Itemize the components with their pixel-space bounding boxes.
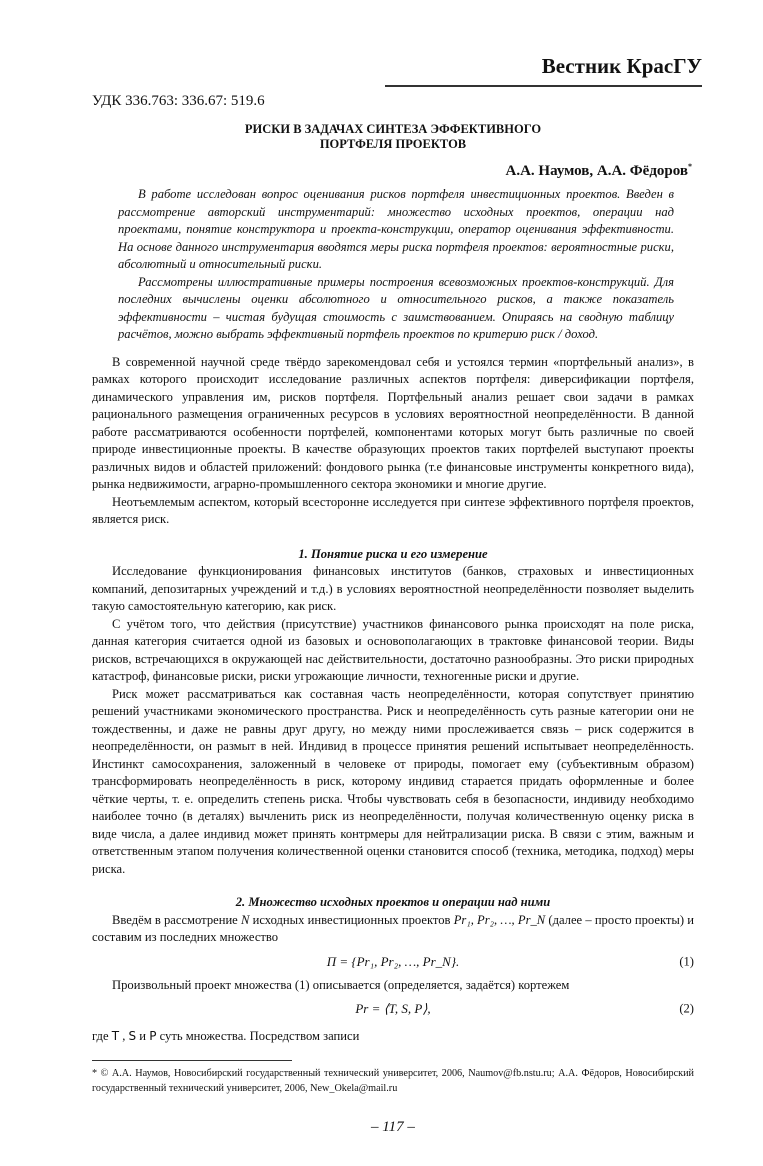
journal-title: Вестник КрасГУ [541,54,702,78]
body-paragraph: Неотъемлемым аспектом, который всесторонне исследуется при синтезе эффективного портфеля проектов, является риск. [92,494,694,526]
page-number: – 117 – [371,1118,415,1135]
footnote-mark: * [688,162,692,171]
title-line: РИСКИ В ЗАДАЧАХ СИНТЕЗА ЭФФЕКТИВНОГО [244,122,542,136]
body-paragraph: Риск может рассматриваться как составная часть неопределённости, которая сопутствует принятию решений участниками экономического пространства. Риск и неопределённость суть разные категории они не тождественны, и даже не равны друг другу, но между ними прослеживается связь – риск содержится в неопределённости, он размыт в ней. Индивид в процессе принятия решений испытывает неопределённость. Инстинкт самосохранения, заложенный в человеке от природы, помогает ему (субъективным образом) трансформировать неопределённость в риск, которому индивид старается придать оформленные и более чёткие черты, т. е. определить степень риска. Чтобы чувствовать себя в безопасности, индивиду необходимо наиболее точно (в деталях) вычленить риск из неопределённости, получая количественную оценку риска в виде числа, а далее индивид может принять контрмеры для нейтрализации риска. В связи с этим, важным и ответственным этапом получения количественной оценки становится способ (техника, методика, подход) меры риска. [92,686,694,876]
math-S: S [128,1029,137,1043]
udk-code: УДК 336.763: 336.67: 519.6 [92,93,265,109]
text: суть множества. Посредством записи [159,1029,360,1043]
text: Введём в рассмотрение [112,912,238,927]
formula-number: (1) [679,953,694,968]
formula-number: (2) [679,1001,694,1016]
article-body [92,354,694,1046]
math-projects: Pr₁, Pr₂, …, Pr_N [453,912,546,927]
math-N: N [240,912,250,927]
header-rule [385,85,702,87]
footnote-rule [92,1060,292,1061]
author-names: А.А. Наумов, А.А. Фёдоров [505,163,688,179]
text: исходных инвестиционных проектов [252,912,451,927]
formula-expression: Pr = ⟨T, S, P⟩, [355,1001,431,1017]
authors [92,157,694,181]
body-paragraph: где T , S и P суть множества. Посредством записи [92,1029,360,1043]
text: где [92,1029,109,1043]
body-paragraph: Исследование функционирования финансовых институтов (банков, страховых и инвестиционных компаний, депозитарных учреждений и т.д.) в условиях вероятностной неопределённости позволяет выделить такую самостоятельную категорию, как риск. [92,564,694,613]
body-paragraph: С учётом того, что действия (присутствие) участников финансового рынка происходят на поле риска, данная категория считается одной из базовых и основополагающих в трактовке финансовой теории. Виды рисков, встречающихся в окружающей нас действительности, достаточно разнообразны. Это риски природных катастроф, финансовые риски, риски угрожающие личности, техногенные риски и другие. [92,616,694,683]
body-paragraph: В современной научной среде твёрдо зарекомендовал себя и устоялся термин «портфельный анализ», в рамках которого происходит исследование различных аспектов портфеля: диверсификации портфеля, динамического управления им, рисков портфеля. Портфельный анализ решает свои задачи в рамках рационального размещения ограниченных ресурсов в условиях вероятностной неопределённости. В данной работе рассматриваются особенности портфелей, компонентами которых могут быть различные по своей природе инвестиционные проекты. В качестве образующих проектов таких портфелей выступают проекты различных видов и областей приложений: фондового рынка (т.е финансовые инструменты конкретного вида), рынка недвижимости, аграрно-промышленного сектора экономики и многие другие. [92,354,694,491]
page-header [92,52,702,88]
footnote: * © А.А. Наумов, Новосибирский государственный технический университет, 2006, Naumov@fb.nstu.ru; А.А. Фёдоров, Новосибирский государственный технический университет, 2006, New_Okela@mail.ru [92,1067,694,1094]
section-heading: 2. Множество исходных проектов и операции над ними [235,895,551,909]
body-paragraph: Произвольный проект множества (1) описывается (определяется, задаётся) кортежем [112,977,570,992]
article-title [92,122,694,152]
abstract-paragraph: В работе исследован вопрос оценивания рисков портфеля инвестиционных проектов. Введен в рассмотрение авторский инструментарий: множество исходных проектов, операции над проектами, понятие конструктора и проекта-конструкции, оператор оценивания эффективности. На основе данного инструментария вводятся меры риска портфеля проектов: вероятностные риски, абсолютный и относительный риски. [118,187,674,271]
formula-expression: Π = {Pr₁, Pr₂, …, Pr_N}. [326,953,460,969]
text: и [139,1029,147,1043]
title-line: ПОРТФЕЛЯ ПРОЕКТОВ [319,137,467,151]
section-heading: 1. Понятие риска и его измерение [298,546,488,561]
math-T: T [111,1029,120,1043]
math-P: P [149,1029,157,1043]
text: (далее – просто проекты) и составим из последних множество [92,912,695,944]
abstract-paragraph: Рассмотрены иллюстративные примеры построения всевозможных проектов-конструкций. Для последних вычислены оценки абсолютного и относительного рисков, а также показатель эффективности – чистая будущая стоимость с заимствованием. Опираясь на сводную таблицу расчётов, можно выбрать эффективный портфель проектов по критерию риск / доход. [118,274,674,341]
abstract [118,186,674,344]
formula-1 [92,947,694,977]
body-paragraph [92,912,694,947]
formula-2 [92,994,694,1024]
